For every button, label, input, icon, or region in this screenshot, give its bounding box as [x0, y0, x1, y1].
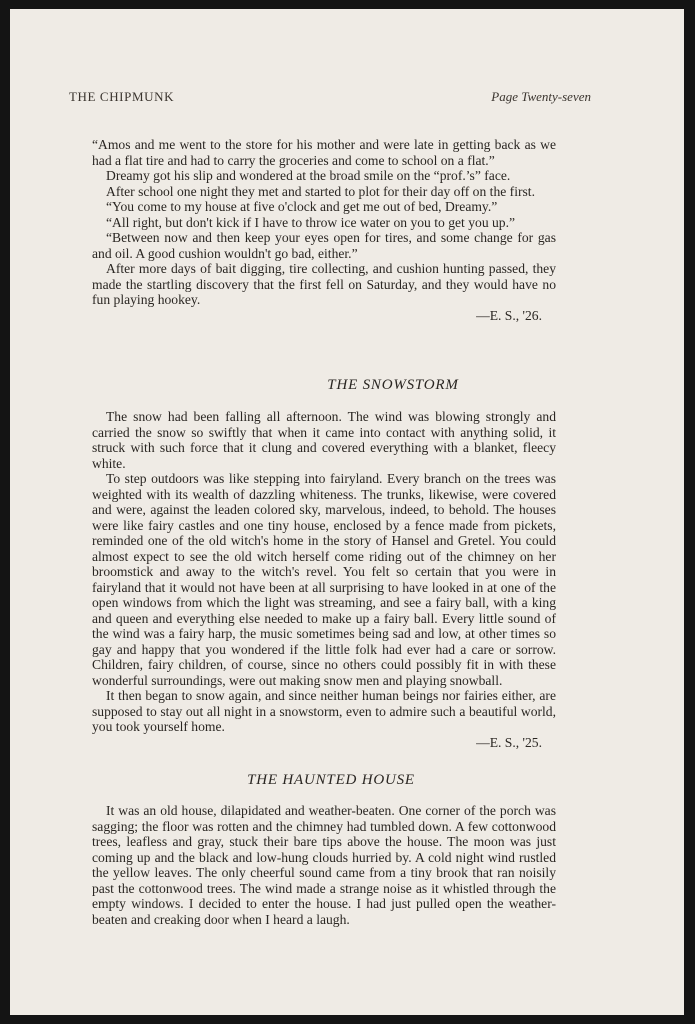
story-title-haunted-house: THE HAUNTED HOUSE: [247, 772, 415, 788]
story-paragraph: It then began to snow again, and since neither human beings nor fairies either, are supposed to stay out all night in a snowstorm, even to admire such a beautiful world, you took yourself home.: [92, 688, 556, 734]
author-signature: —E. S., '26.: [476, 307, 542, 323]
story-paragraph: It was an old house, dilapidated and weather-beaten. One corner of the porch was sagging; the floor was rotten and the chimney had tumbled down. A few cottonwood trees, leafless and gray, stuck their bare tips above the house. The moon was just coming up and the black and low-hung clouds hurried by. A cold night wind rustled the yellow leaves. The only cheerful sound came from a tiny brook that ran noisily past the cottonwood trees. The wind made a strange noise as it whistled through the empty windows. I decided to enter the house. I had just pulled open the weather-beaten and creaking door when I heard a laugh.: [92, 803, 556, 927]
story-paragraph: “All right, but don't kick if I have to throw ice water on you to get you up.”: [106, 214, 516, 230]
author-signature: —E. S., '25.: [476, 734, 542, 750]
story-paragraph: After more days of bait digging, tire collecting, and cushion hunting passed, they made the startling discovery that the first fell on Saturday, and they would have no fun playing hookey.: [92, 261, 556, 307]
story-paragraph: Dreamy got his slip and wondered at the broad smile on the “prof.’s” face.: [106, 168, 511, 183]
story-paragraph: “You come to my house at five o'clock and get me out of bed, Dreamy.”: [106, 199, 498, 214]
publication-name: THE CHIPMUNK: [69, 89, 175, 104]
story-paragraph: “Between now and then keep your eyes open for tires, and some change for gas and oil. A good cushion wouldn't go bad, either.”: [92, 230, 556, 261]
story-dreamy: [92, 137, 556, 323]
story-paragraph: The snow had been falling all afternoon. The wind was blowing strongly and carried the snow so swiftly that when it came into contact with anything solid, it struck with such force that it clung and covered everything with a blanket, fleecy white.: [92, 409, 556, 471]
document-page: [10, 9, 684, 1015]
story-paragraph: To step outdoors was like stepping into fairyland. Every branch on the trees was weighted with its wealth of dazzling whiteness. The trunks, likewise, were covered and were, against the leaden colored sky, marvelous, indeed, to behold. The houses were like fairy castles and one tiny house, enclosed by a fence made from pickets, reminded one of the old witch's home in the story of Hansel and Gretel. You could almost expect to see the old witch herself come riding out of the chimney on her broomstick and away to the witch's revel. You felt so certain that you were in fairyland that it would not have been at all surprising to have looked in at one of the open windows from which the light was streaming, and see a fairy ball, with a king and queen and everything else needed to make up a fairy ball. Every little sound of the wind was a fairy harp, the music sometimes being sad and low, at other times so gay and happy that you wondered if the little folk had ever had a care or sorrow. Children, fairy children, of course, since no others could possibly fit in with these wonderful surroundings, were out making snow men and playing snowball.: [92, 471, 556, 688]
story-snowstorm: [92, 409, 556, 750]
story-paragraph: “Amos and me went to the store for his mother and were late in getting back as we had a flat tire and had to carry the groceries and come to school on a flat.”: [92, 137, 556, 168]
story-haunted-house: [92, 803, 556, 927]
story-paragraph: After school one night they met and started to plot for their day off on the first.: [106, 183, 535, 199]
story-title-snowstorm: THE SNOWSTORM: [327, 377, 459, 393]
page-number: Page Twenty-seven: [491, 89, 591, 104]
